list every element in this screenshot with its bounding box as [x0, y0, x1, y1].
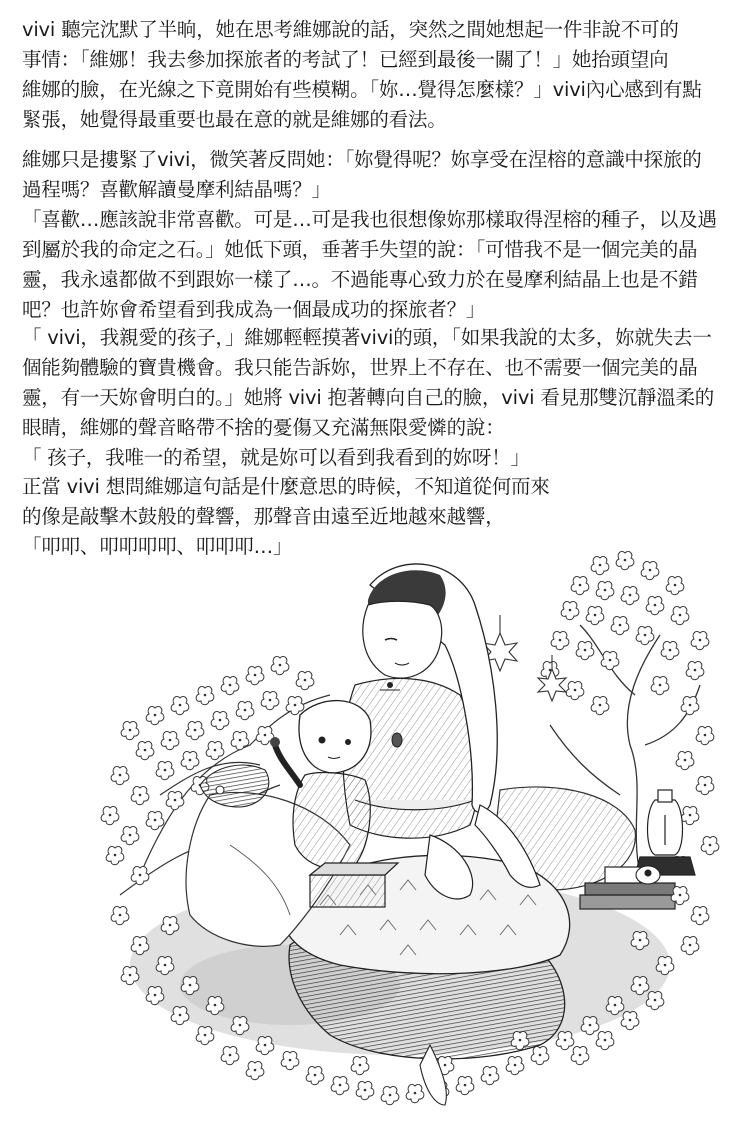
text-line: 靈，有一天妳會明白的。」她將 vivi 抱著轉向自己的臉，vivi 看見那雙沉靜溫柔的 [22, 386, 715, 409]
text-line: 維娜的臉，在光線之下竟開始有些模糊。「妳…覺得怎麼樣？」vivi內心感到有點 [22, 78, 702, 101]
star-ornament-icon [483, 615, 566, 701]
text-line: 「 孩子，我唯一的希望，就是妳可以看到我看到的妳呀！」 [22, 446, 530, 469]
text-line: 靈，我永遠都做不到跟妳一樣了…。不過能專心致力於在曼摩利結晶上也是不錯 [22, 268, 698, 291]
text-line: 眼睛，維娜的聲音略帶不捨的憂傷又充滿無限愛憐的說： [22, 416, 505, 439]
text-line: 個能夠體驗的寶貴機會。我只能告訴妳，世界上不存在、也不需要一個完美的晶 [22, 356, 698, 379]
text-line: 維娜只是摟緊了vivi，微笑著反問她：「妳覺得呢？妳享受在涅榕的意識中探旅的 [22, 148, 702, 171]
mother-and-child-sketch [100, 545, 720, 1125]
text-line: 的像是敲擊木鼓般的聲響，那聲音由遠至近地越來越響， [22, 505, 505, 528]
story-illustration [100, 545, 720, 1125]
oil-lamp-icon [635, 790, 695, 875]
text-line: 正當 vivi 想問維娜這句話是什麼意思的時候，不知道從何而來 [22, 475, 550, 498]
text-line: 「叩叩、叩叩叩叩、叩叩叩…」 [22, 535, 293, 558]
paragraph-3 [22, 323, 727, 473]
text-line: vivi 聽完沈默了半晌，她在思考維娜說的話，突然之間她想起一件非說不可的 [22, 18, 679, 41]
text-line: 緊張，她覺得最重要也最在意的就是維娜的看法。 [22, 108, 447, 131]
paragraph-1 [22, 15, 727, 135]
text-line: 事情：「維娜！我去參加探旅者的考試了！已經到最後一關了！」她抬頭望向 [22, 48, 669, 71]
paragraph-2 [22, 145, 727, 325]
text-line: 「 vivi，我親愛的孩子，」維娜輕輕摸著vivi的頭，「如果我說的太多，妳就失去一 [22, 326, 712, 349]
text-line: 過程嗎？喜歡解讀曼摩利結晶嗎？」 [22, 178, 331, 201]
text-line: 到屬於我的命定之石。」她低下頭，垂著手失望的說：「可惜我不是一個完美的晶 [22, 238, 698, 261]
text-line: 「喜歡…應該說非常喜歡。可是…可是我也很想像妳那樣取得涅榕的種子，以及遇 [22, 208, 717, 231]
jewel-box [310, 863, 398, 907]
small-creature [636, 866, 660, 884]
text-line: 吧？也許妳會希望看到我成為一個最成功的探旅者？」 [22, 298, 486, 321]
